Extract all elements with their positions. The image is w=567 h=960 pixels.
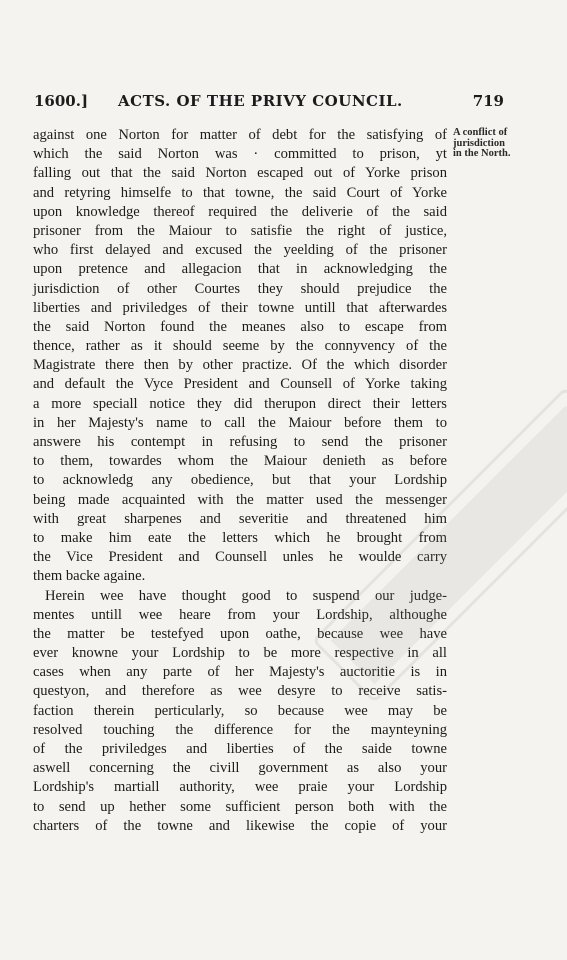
text-line: being made acquainted with the matter used the messenger: [33, 491, 447, 508]
text-line: faction therein perticularly, so because wee may be: [33, 702, 447, 719]
text-line: against one Norton for matter of debt for the satisfying of: [33, 127, 447, 143]
text-line: to them, towardes whom the Maiour denieth as before: [33, 453, 447, 470]
text-line: prisoner from the Maiour to satisfie the right of justice,: [33, 222, 447, 239]
text-line: upon pretence and allegacion that in acknowledging the: [33, 261, 447, 278]
text-line: answere his contempt in refusing to send the prisoner: [33, 434, 447, 450]
running-header: [34, 92, 504, 116]
body-text: [33, 126, 447, 836]
text-line: to send up hether some sufficient person both with the: [33, 798, 447, 815]
text-line: falling out that the said Norton escaped out of Yorke prison: [33, 165, 447, 182]
text-line: a more speciall notice they did therupon direct their letters: [33, 395, 447, 412]
margin-note-line: jurisdiction: [453, 137, 505, 149]
text-line: questyon, and therefore as wee desyre to receive satis-: [33, 683, 447, 700]
margin-note: [453, 128, 559, 160]
header-title: ACTS. OF THE PRIVY COUNCIL.: [118, 92, 403, 110]
text-line: and default the Vyce President and Counsell of Yorke taking: [33, 376, 447, 393]
text-line: who first delayed and excused the yeelding of the prisoner: [33, 242, 447, 259]
text-line: thence, rather as it should seeme by the connyvency of the: [33, 338, 447, 355]
text-line: resolved touching the difference for the maynteyning: [33, 721, 447, 738]
text-line: Magistrate there then by other practize. Of the which disorder: [33, 357, 447, 374]
paragraph-end-line: them backe againe.: [33, 568, 146, 585]
text-line: jurisdiction of other Courtes they should prejudice the: [33, 280, 447, 297]
text-line: Lordship's martiall authority, wee praie your Lordship: [33, 779, 447, 796]
text-line: and retyring himselfe to that towne, the said Court of Yorke: [33, 184, 447, 201]
text-line: mentes untill wee heare from your Lordship, althoughe: [33, 606, 447, 623]
header-year: 1600.]: [34, 92, 89, 110]
paragraph-start-line: Herein wee have thought good to suspend our judge-: [45, 587, 447, 604]
text-line: upon knowledge thereof required the deliverie of the said: [33, 203, 447, 220]
text-line: charters of the towne and likewise the copie of your: [33, 817, 447, 834]
text-line: ever knowne your Lordship to be more respective in all: [33, 645, 447, 662]
text-line: to acknowledg any obedience, but that your Lordship: [33, 472, 447, 489]
text-line: of the priviledges and liberties of the saide towne: [33, 741, 447, 757]
text-line: which the said Norton was · committed to prison, yt: [33, 146, 447, 163]
text-line: in her Majesty's name to call the Maiour before them to: [33, 414, 447, 431]
text-line: liberties and priviledges of their towne untill that afterwardes: [33, 299, 447, 316]
text-line: the matter be testefyed upon oathe, because wee have: [33, 625, 447, 642]
text-line: cases when any parte of her Majesty's auctoritie is in: [33, 664, 447, 681]
text-line: with great sharpenes and severitie and threatened him: [33, 510, 447, 527]
text-line: aswell concerning the civill government as also your: [33, 760, 447, 777]
text-line: the Vice President and Counsell unles he woulde carry: [33, 549, 447, 566]
margin-note-line: in the North.: [453, 148, 511, 159]
text-line: the said Norton found the meanes also to escape from: [33, 318, 447, 335]
text-line: to make him eate the letters which he brought from: [33, 529, 447, 546]
margin-note-line: A conflict of: [453, 127, 508, 138]
page-number: 719: [472, 92, 504, 110]
